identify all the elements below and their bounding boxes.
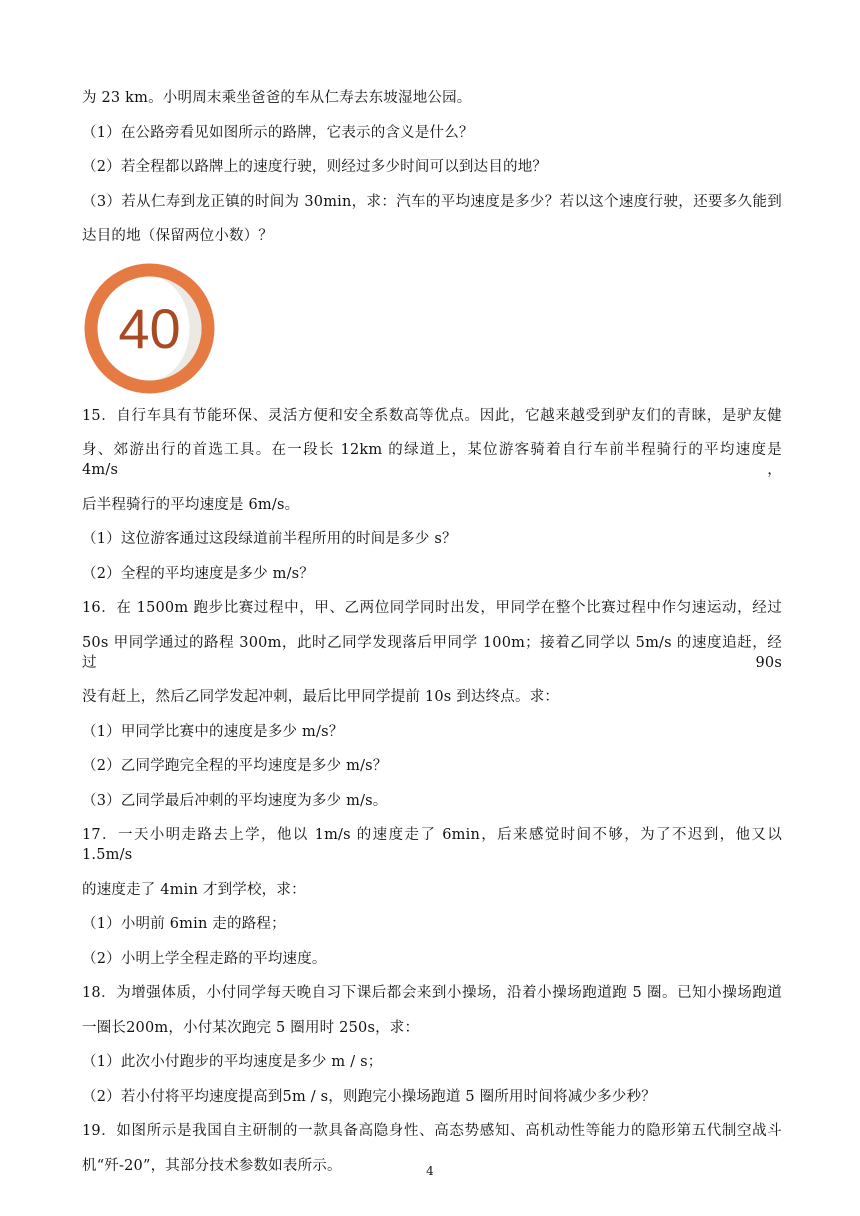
speed-limit-sign: [82, 261, 217, 396]
question-18-part-1: （1）此次小付跑步的平均速度是多少 m / s；: [82, 1054, 383, 1070]
question-17-line: 的速度走了 4min 才到学校，求：: [82, 881, 306, 898]
speed-limit-number: 40: [118, 296, 181, 360]
question-19-line: 19．如图所示是我国自主研制的一款具备高隐身性、高态势感知、高机动性等能力的隐形第五代制空战斗: [82, 1123, 782, 1139]
question-18-line: 一圈长200m，小付某次跑完 5 圈用时 250s，求：: [82, 1019, 420, 1036]
question-15-part-1: （1）这位游客通过这段绿道前半程所用的时间是多少 s？: [82, 531, 457, 547]
question-18-part-2: （2）若小付将平均速度提高到5m / s，则跑完小操场跑道 5 圈所用时间将减少多少秒？: [82, 1088, 656, 1105]
question-17-part-2: （2）小明上学全程走路的平均速度。: [82, 950, 327, 967]
page-number: 4: [426, 1164, 434, 1178]
text-line: 达目的地（保留两位小数）？: [82, 228, 274, 244]
question-part-3: （3）若从仁寿到龙正镇的时间为 30min，求：汽车的平均速度是多少？若以这个速度行驶，还要多久能到: [82, 193, 782, 210]
question-15-line: 身、郊游出行的首选工具。在一段长 12km 的绿道上，某位游客骑着自行车前半程骑行的平均速度是 4m/s，: [82, 442, 782, 478]
question-17-line: 17．一天小明走路去上学，他以 1m/s 的速度走了 6min，后来感觉时间不够，为了不迟到，他又以 1.5m/s: [82, 827, 782, 863]
question-16-part-1: （1）甲同学比赛中的速度是多少 m/s？: [82, 723, 344, 740]
question-16-part-3: （3）乙同学最后冲刺的平均速度为多少 m/s。: [82, 792, 388, 809]
question-15-part-2: （2）全程的平均速度是多少 m/s？: [82, 565, 315, 582]
speed-limit-sign-icon: [82, 261, 217, 396]
question-19-line: 机“歼-20”，其部分技术参数如表所示。: [82, 1157, 342, 1174]
question-part-2: （2）若全程都以路牌上的速度行驶，则经过多少时间可以到达目的地？: [82, 159, 548, 175]
text-line: 为 23 km。小明周末乘坐爸爸的车从仁寿去东坡湿地公园。: [82, 90, 472, 106]
page-content: [82, 88, 782, 1190]
question-17-part-1: （1）小明前 6min 走的路程；: [82, 916, 286, 932]
question-15-line: 后半程骑行的平均速度是 6m/s。: [82, 496, 300, 513]
question-16-line: 16．在 1500m 跑步比赛过程中，甲、乙两位同学同时出发，甲同学在整个比赛过程中作匀速运动，经过: [82, 600, 782, 616]
question-16-line: 没有赶上，然后乙同学发起冲刺，最后比甲同学提前 10s 到达终点。求：: [82, 689, 560, 705]
question-16-line: 50s 甲同学通过的路程 300m，此时乙同学发现落后甲同学 100m；接着乙同学以 5m/s 的速度追赶，经过 90s: [82, 634, 782, 671]
question-15-line: 15．自行车具有节能环保、灵活方便和安全系数高等优点。因此，它越来越受到驴友们的青睐，是驴友健: [82, 407, 782, 424]
question-18-line: 18．为增强体质，小付同学每天晚自习下课后都会来到小操场，沿着小操场跑道跑 5 圈。已知小操场跑道: [82, 985, 782, 1001]
question-part-1: （1）在公路旁看见如图所示的路牌，它表示的含义是什么？: [82, 124, 474, 141]
question-16-part-2: （2）乙同学跑完全程的平均速度是多少 m/s？: [82, 758, 388, 774]
